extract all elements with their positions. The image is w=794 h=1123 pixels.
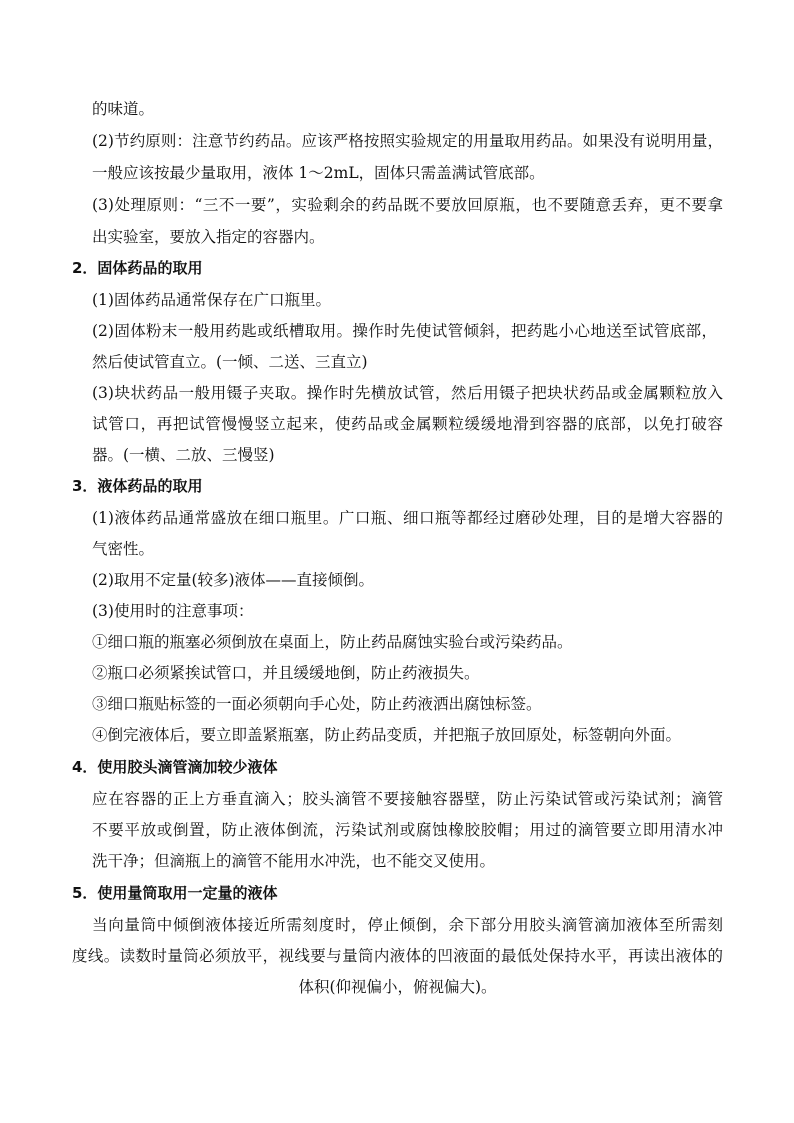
text-line: (3)处理原则：“三不一要”，实验剩余的药品既不要放回原瓶，也不要随意丢弃，更不要拿 (92, 196, 723, 214)
text-line: 度线。读数时量筒必须放平，视线要与量筒内液体的凹液面的最低处保持水平，再读出液体的 (72, 947, 723, 965)
text-line: ②瓶口必须紧挨试管口，并且缓缓地倒，防止药液损失。 (92, 664, 480, 682)
text-line: 当向量筒中倾倒液体接近所需刻度时，停止倾倒，余下部分用胶头滴管滴加液体至所需刻 (92, 916, 723, 934)
text-line: ①细口瓶的瓶塞必须倒放在桌面上，防止药品腐蚀实验台或污染药品。 (92, 633, 573, 651)
text-line: ③细口瓶贴标签的一面必须朝向手心处，防止药液洒出腐蚀标签。 (92, 695, 542, 713)
text-line: 然后使试管直立。(一倾、二送、三直立) (92, 353, 368, 371)
text-line: (2)节约原则：注意节约药品。应该严格按照实验规定的用量取用药品。如果没有说明用量， (92, 132, 723, 150)
section-heading-3: 3．液体药品的取用 (72, 477, 203, 495)
text-line: (2)固体粉末一般用药匙或纸槽取用。操作时先使试管倾斜，把药匙小心地送至试管底部， (92, 322, 717, 340)
text-line: 不要平放或倒置，防止液体倒流，污染试剂或腐蚀橡胶胶帽；用过的滴管要立即用清水冲 (92, 821, 723, 839)
text-line: 出实验室，要放入指定的容器内。 (92, 228, 325, 246)
text-line: 应在容器的正上方垂直滴入；胶头滴管不要接触容器壁，防止污染试管或污染试剂；滴管 (92, 790, 723, 808)
section-heading-2: 2．固体药品的取用 (72, 259, 203, 277)
text-line: (3)块状药品一般用镊子夹取。操作时先横放试管，然后用镊子把块状药品或金属颗粒放入 (92, 384, 723, 402)
text-line: 的味道。 (92, 100, 155, 118)
text-line: (2)取用不定量(较多)液体——直接倾倒。 (92, 571, 375, 589)
text-line: ④倒完液体后，要立即盖紧瓶塞，防止药品变质，并把瓶子放回原处，标签朝向外面。 (92, 726, 682, 744)
text-line: (1)液体药品通常盛放在细口瓶里。广口瓶、细口瓶等都经过磨砂处理，目的是增大容器的 (92, 509, 723, 527)
section-heading-5: 5．使用量筒取用一定量的液体 (72, 884, 278, 902)
text-line: 气密性。 (92, 540, 155, 558)
text-line: 试管口，再把试管慢慢竖立起来，使药品或金属颗粒缓缓地滑到容器的底部，以免打破容 (92, 415, 723, 433)
text-line: 一般应该按最少量取用，液体 1～2mL，固体只需盖满试管底部。 (92, 164, 545, 182)
text-line: 器。(一横、二放、三慢竖) (92, 446, 275, 464)
text-line: (1)固体药品通常保存在广口瓶里。 (92, 291, 331, 309)
text-line: (3)使用时的注意事项： (92, 602, 254, 620)
section-heading-4: 4．使用胶头滴管滴加较少液体 (72, 758, 278, 776)
text-line: 体积(仰视偏小，俯视偏大)。 (298, 978, 497, 996)
text-line: 洗干净；但滴瓶上的滴管不能用水冲洗，也不能交叉使用。 (92, 852, 496, 870)
